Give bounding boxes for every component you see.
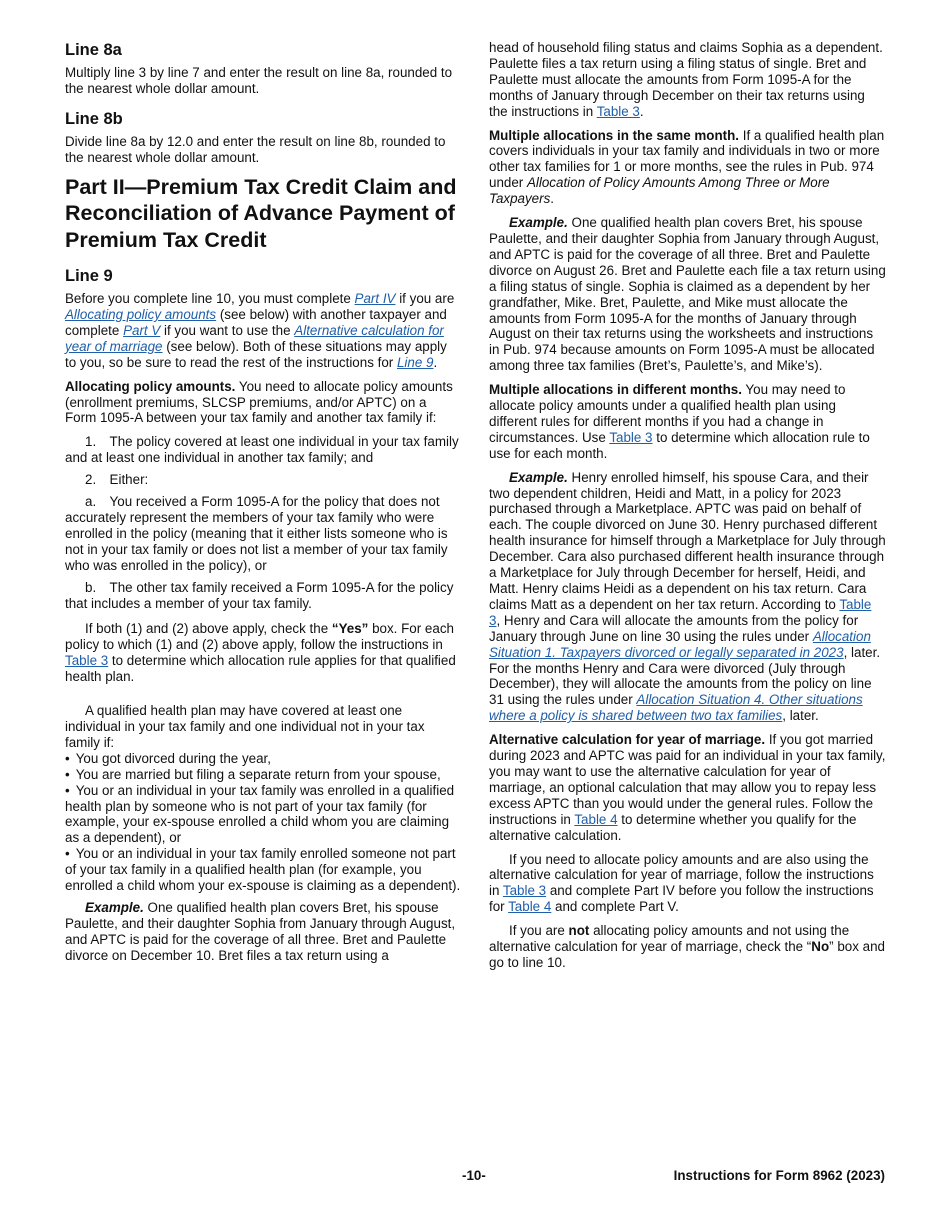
part-v-link[interactable]: Part V — [123, 322, 161, 338]
both-apply-paragraph — [65, 621, 461, 685]
page-number: -10- — [462, 1168, 486, 1183]
multiple-same-month-paragraph — [489, 128, 886, 208]
table-3-link[interactable]: Table 3 — [609, 429, 653, 445]
text-run: If you need to allocate policy amounts and are also using the alternative calculation for year of marriage, follow the instructions in — [489, 851, 874, 899]
text-run: and complete Part IV before you follow the instructions for — [489, 883, 874, 915]
bullet-item: • You or an individual in your tax family enrolled someone not part of your tax family in a qualified health plan (for example, you enrolled a child whom your ex-spouse is claiming as a dependent). — [65, 846, 461, 894]
text-run: If you got married during 2023 and APTC was paid for an individual in your tax family, you may want to use the alternative calculation for year of marriage, an optional calculation that may allow you to repay less excess APTC than you would under the general rules. Follow the instructions in — [489, 732, 886, 827]
text-run: If you are — [509, 923, 569, 939]
text-run: Henry enrolled himself, his spouse Cara, and their two dependent children, Heidi and Matt, in a policy for 2023 purchased through a Marketplace. APTC was paid on behalf of each. The couple divorced on June 30. Henry purchased different health insurance for himself through a Marketplace for July through December. Cara also purchased different health insurance through a Marketplace for July through December for herself, Heidi, and Matt. Henry claims Heidi as a dependent on his tax return. Cara claims Matt as a dependent on her tax return. According to — [489, 469, 886, 612]
table-3-link[interactable]: Table 3 — [596, 103, 640, 119]
qhp-paragraph: A qualified health plan may have covered at least one individual in your tax family and one individual not in your tax family if: — [65, 703, 425, 750]
not-allocating-paragraph — [489, 923, 886, 971]
allocation-situation-4-link[interactable]: Allocation Situation 4. Other situations where a policy is shared between two tax families — [489, 692, 863, 724]
run-in-heading: Allocating policy amounts. — [65, 378, 236, 394]
text-run: ” box and go to line 10. — [489, 939, 885, 970]
text-run: Before you complete line 10, you must complete — [65, 291, 355, 307]
no-bold: No — [811, 939, 830, 955]
line-8b-heading: Line 8b — [65, 109, 123, 128]
bullet-list — [65, 751, 461, 894]
bullet-item: • You got divorced during the year, — [65, 751, 461, 767]
table-4-link[interactable]: Table 4 — [508, 899, 552, 915]
condition-1: 1. The policy covered at least one individual in your tax family and at least one individual in another tax family; and — [65, 434, 459, 466]
text-run: If both (1) and (2) above apply, check the — [85, 621, 332, 637]
line-8a-text: Multiply line 3 by line 7 and enter the result on line 8a, rounded to the nearest whole dollar amount. — [65, 65, 453, 96]
text-run: box. For each policy to which (1) and (2) above apply, follow the instructions in — [65, 621, 454, 653]
text-run: to determine which allocation rule to use for each month. — [489, 429, 870, 461]
example-paragraph — [65, 900, 461, 964]
part-ii-heading: Part II—Premium Tax Credit Claim and Reconciliation of Advance Payment of Premium Tax Credit — [65, 174, 457, 252]
text-run: if you are — [395, 291, 455, 307]
allocating-policy-amounts-paragraph — [65, 379, 461, 427]
example-label: Example. — [85, 899, 144, 915]
italic-reference: Allocation of Policy Amounts Among Three or More Taxpayers — [489, 175, 830, 207]
text-run: You may need to allocate policy amounts under a qualified health plan using different rules for different months if you had a change in circumstances. Use — [489, 382, 846, 445]
text-run: One qualified health plan covers Bret, his spouse Paulette, and their daughter Sophia from January through August, and APTC is paid for the coverage of all three. Bret and Paulette divorce on August 26. Bret and Paulette each file a tax return using a filing status of single. Sophia is claimed as a dependent by her grandfather, Mike. Bret, Paulette, and Mike must allocate the amounts from Form 1095-A for the months of January through August on their tax returns using the worksheets and instructions in Pub. 974 because amounts on Form 1095-A must be allocated among three tax families (Bret’s, Paulette’s, and Mike’s). — [489, 215, 886, 374]
line-9-link[interactable]: Line 9 — [396, 354, 434, 370]
spacer — [65, 693, 461, 703]
yes-bold: “Yes” — [331, 621, 369, 637]
condition-2a: a. You received a Form 1095-A for the policy that does not accurately represent the members of your tax family who were enrolled in the policy (meaning that it either lists someone who is not in your tax family or does not list a member of your tax family who was enrolled in the policy), or — [65, 494, 448, 573]
text-run: One qualified health plan covers Bret, his spouse Paulette, and their daughter Sophia from January through August, and APTC is paid for the coverage of all three. Bret and Paulette divorce on December 10. Bret files a tax return using a — [65, 899, 456, 963]
text-run: If a qualified health plan covers individuals in your tax family and individuals in two or more other tax families for 1 or more months, see the rules in Pub. 974 under — [489, 127, 885, 191]
text-run: . — [433, 354, 438, 370]
table-4-link[interactable]: Table 4 — [574, 811, 618, 827]
run-in-heading: Multiple allocations in the same month. — [489, 127, 739, 143]
condition-2b: b. The other tax family received a Form 1095-A for the policy that includes a member of your tax family. — [65, 579, 454, 611]
line-9-heading: Line 9 — [65, 267, 113, 286]
allocation-situation-1-link[interactable]: Allocation Situation 1. Taxpayers divorced or legally separated in 2023 — [489, 628, 871, 660]
run-in-heading: Alternative calculation for year of marriage. — [489, 732, 766, 748]
part-iv-link[interactable]: Part IV — [354, 291, 396, 307]
text-run: to determine which allocation rule applies for that qualified health plan. — [65, 653, 456, 685]
text-run: You need to allocate policy amounts (enrollment premiums, SLCSP premiums, and/or APTC) on a Form 1095-A between your tax family and another tax family if: — [65, 378, 453, 426]
table-3-link[interactable]: Table 3 — [502, 883, 547, 899]
condition-2: 2. Either: — [85, 472, 149, 488]
text-run: to determine whether you qualify for the alternative calculation. — [489, 811, 857, 843]
bullet-item: • You or an individual in your tax family was enrolled in a qualified health plan by someone who is not part of your tax family (for example, your ex-spouse enrolled a child whom you are claiming as a dependent), or — [65, 783, 461, 847]
multiple-different-months-paragraph — [489, 382, 886, 462]
text-run: , later. For the months Henry and Cara were divorced (July through December), they will allocate the amounts from the policy on line 31 using the rules under — [489, 644, 881, 708]
text-run: . — [639, 103, 644, 119]
text-run: (see below). Both of these situations may apply to you, so be sure to read the rest of the instructions for — [65, 338, 447, 370]
text-run: (see below) with another taxpayer and complete — [65, 307, 447, 338]
form-title-footer: Instructions for Form 8962 (2023) — [673, 1168, 885, 1183]
example-paragraph — [489, 215, 886, 374]
text-run: allocating policy amounts and not using the alternative calculation for year of marriage, check the “ — [489, 923, 850, 955]
text-run: , later. — [782, 708, 819, 724]
right-column — [489, 40, 886, 979]
table-3-link[interactable]: Table 3 — [489, 596, 872, 628]
text-run: if you want to use the — [160, 322, 295, 338]
run-in-heading: Multiple allocations in different months. — [489, 382, 742, 398]
line-8b-text: Divide line 8a by 12.0 and enter the result on line 8b, rounded to the nearest whole dollar amount. — [65, 133, 446, 165]
line-8a-heading: Line 8a — [65, 41, 122, 59]
continued-paragraph — [489, 40, 886, 120]
text-run: . — [550, 191, 555, 207]
text-run: and complete Part V. — [551, 899, 679, 915]
example-paragraph — [489, 470, 886, 725]
text-run: , Henry and Cara will allocate the amounts from the policy for January through June on line 30 using the rules under — [489, 612, 859, 644]
example-label: Example. — [509, 469, 568, 485]
alternative-calculation-link[interactable]: Alternative calculation for year of marriage — [65, 322, 444, 354]
allocating-policy-amounts-link[interactable]: Allocating policy amounts — [65, 307, 217, 323]
left-column — [65, 40, 461, 972]
table-3-link[interactable]: Table 3 — [65, 653, 109, 669]
line-9-text — [65, 291, 461, 371]
bullet-item: • You are married but filing a separate return from your spouse, — [65, 767, 461, 783]
not-bold: not — [568, 923, 590, 939]
example-label: Example. — [509, 215, 568, 231]
alternative-calculation-paragraph — [489, 732, 886, 843]
text-run: head of household filing status and claims Sophia as a dependent. Paulette files a tax return using a filing status of single. Bret and Paulette must allocate the amounts from Form 1095-A for the months of January through December on their tax returns using the instructions in — [489, 40, 883, 119]
allocate-and-alternative-paragraph — [489, 852, 886, 916]
